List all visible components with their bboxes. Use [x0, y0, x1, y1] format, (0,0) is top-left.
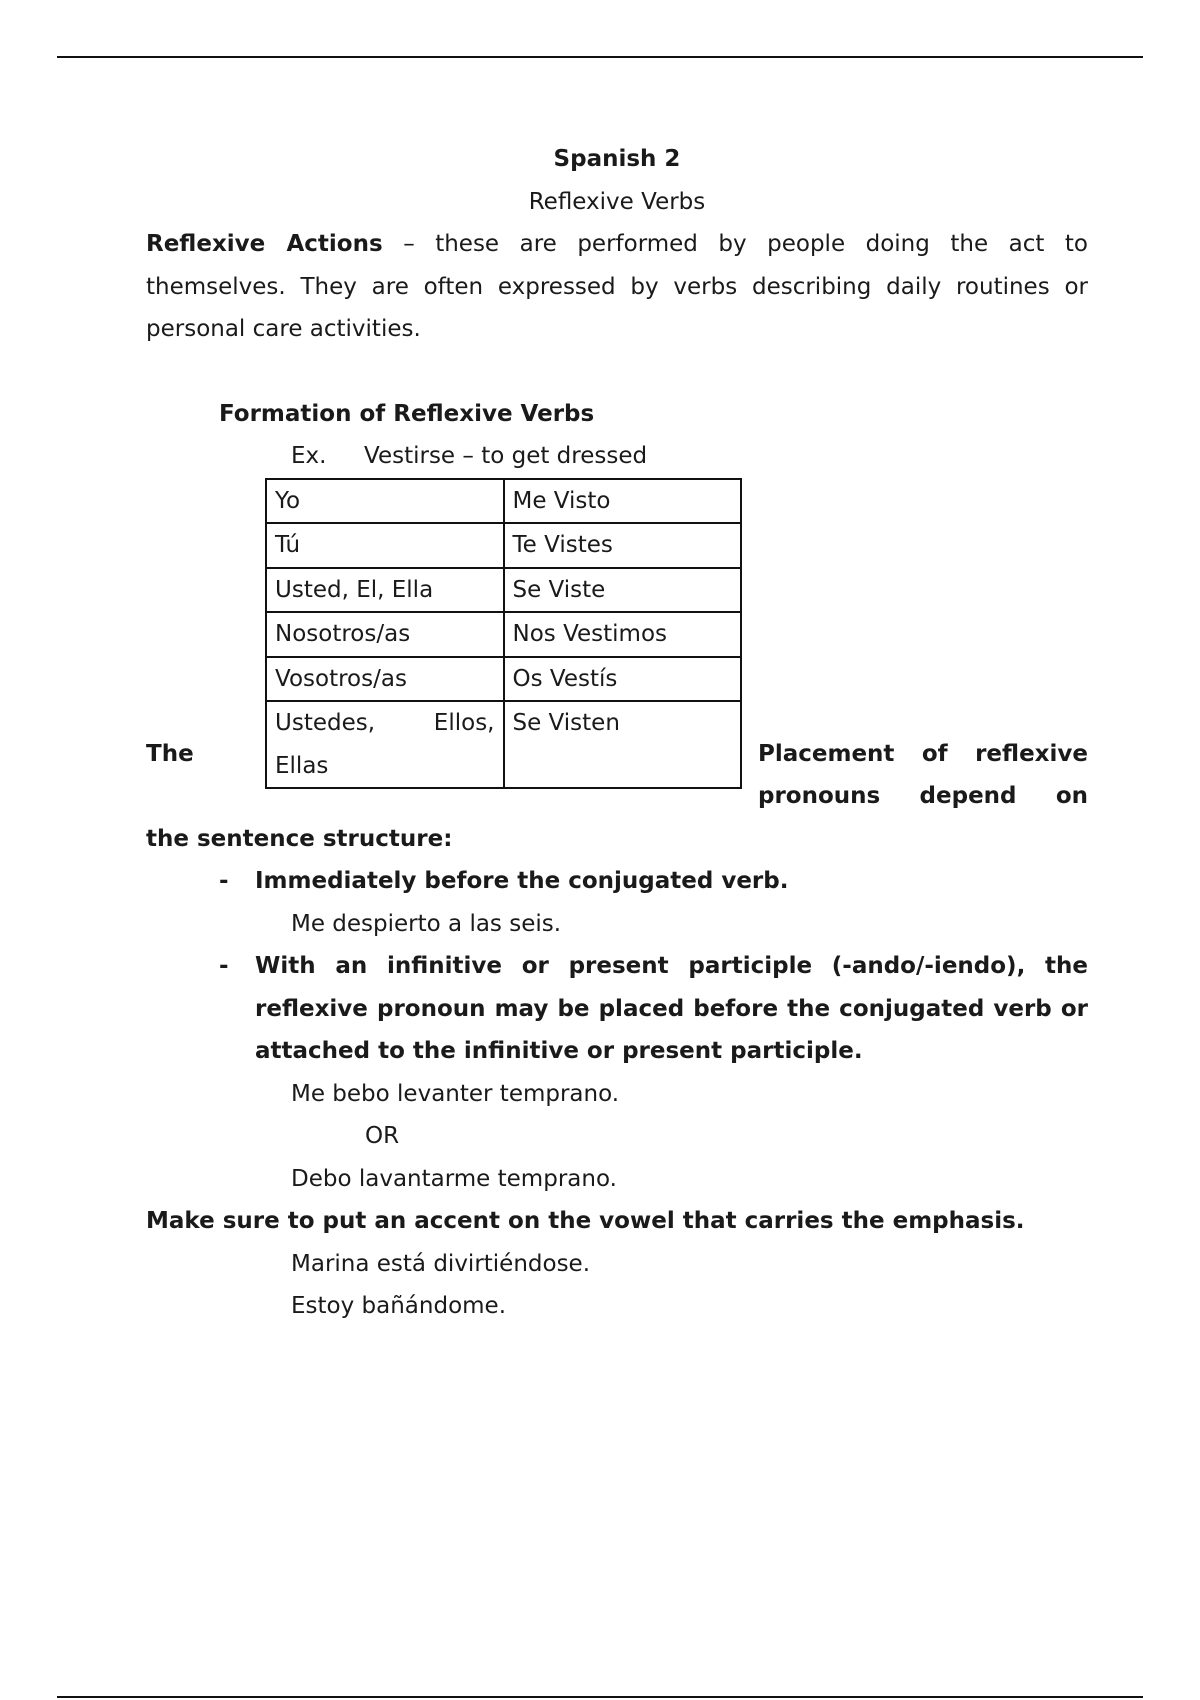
intro-term: Reflexive Actions — [146, 231, 383, 257]
form-cell: Me Visto — [504, 479, 742, 524]
intro-paragraph — [146, 223, 1088, 351]
intro-text: – these are performed by people doing the act to themselves. They are often expressed by verbs describing daily routines or personal care activities. — [146, 231, 1089, 342]
placement-continuation: the sentence structure: — [146, 825, 453, 852]
form-cell: Te Vistes — [504, 523, 742, 568]
pronoun-cell: Vosotros/as — [266, 657, 504, 702]
placement-side-text — [758, 478, 1088, 818]
document-body — [146, 138, 1088, 1328]
table-row — [266, 612, 741, 657]
bullet-dash: - — [219, 953, 229, 979]
footer-rule — [57, 1696, 1143, 1698]
example-label: Ex. — [291, 443, 327, 469]
placement-lead: The — [146, 740, 194, 767]
form-cell: Se Viste — [504, 568, 742, 613]
example-sentence: Me bebo levanter temprano. — [291, 1080, 620, 1107]
bullet-text: Immediately before the conjugated verb. — [255, 868, 789, 894]
bullet-dash: - — [219, 868, 229, 894]
pronoun-cell: Usted, El, Ella — [266, 568, 504, 613]
pronoun-cell: Yo — [266, 479, 504, 524]
table-row — [266, 568, 741, 613]
table-row — [266, 701, 741, 788]
form-cell: Os Vestís — [504, 657, 742, 702]
page-title: Spanish 2 — [553, 146, 681, 172]
formation-heading: Formation of Reflexive Verbs — [219, 400, 595, 427]
list-item — [219, 945, 1088, 1073]
example-line — [291, 435, 1088, 478]
page-subtitle: Reflexive Verbs — [528, 188, 706, 215]
conjugation-table — [265, 478, 742, 790]
example-sentence: Marina está divirtiéndose. — [291, 1250, 591, 1277]
example-text: Vestirse – to get dressed — [364, 443, 648, 469]
or-separator: OR — [365, 1123, 400, 1149]
bullet-text: With an infinitive or present participle (-ando/-iendo), the reflexive pronoun may be placed before the conjugated verb or attached to the infinitive or present participle. — [255, 953, 1088, 1064]
table-row — [266, 657, 741, 702]
header-rule — [57, 56, 1143, 58]
table-row-block — [146, 478, 1088, 818]
placement-line-1: Placement of reflexive — [758, 740, 1088, 767]
placement-line-2: pronouns depend on — [758, 783, 1088, 809]
list-item — [219, 860, 1088, 903]
example-sentence: Estoy bañándome. — [291, 1293, 507, 1319]
example-sentence: Me despierto a las seis. — [291, 910, 562, 937]
form-cell: Se Visten — [504, 701, 742, 788]
pronoun-cell: Ustedes, Ellos, Ellas — [266, 701, 504, 788]
table-row — [266, 479, 741, 524]
table-row — [266, 523, 741, 568]
pronoun-cell: Nosotros/as — [266, 612, 504, 657]
accent-rule: Make sure to put an accent on the vowel that carries the emphasis. — [146, 1208, 1025, 1234]
form-cell: Nos Vestimos — [504, 612, 742, 657]
example-sentence: Debo lavantarme temprano. — [291, 1165, 617, 1192]
pronoun-cell: Tú — [266, 523, 504, 568]
